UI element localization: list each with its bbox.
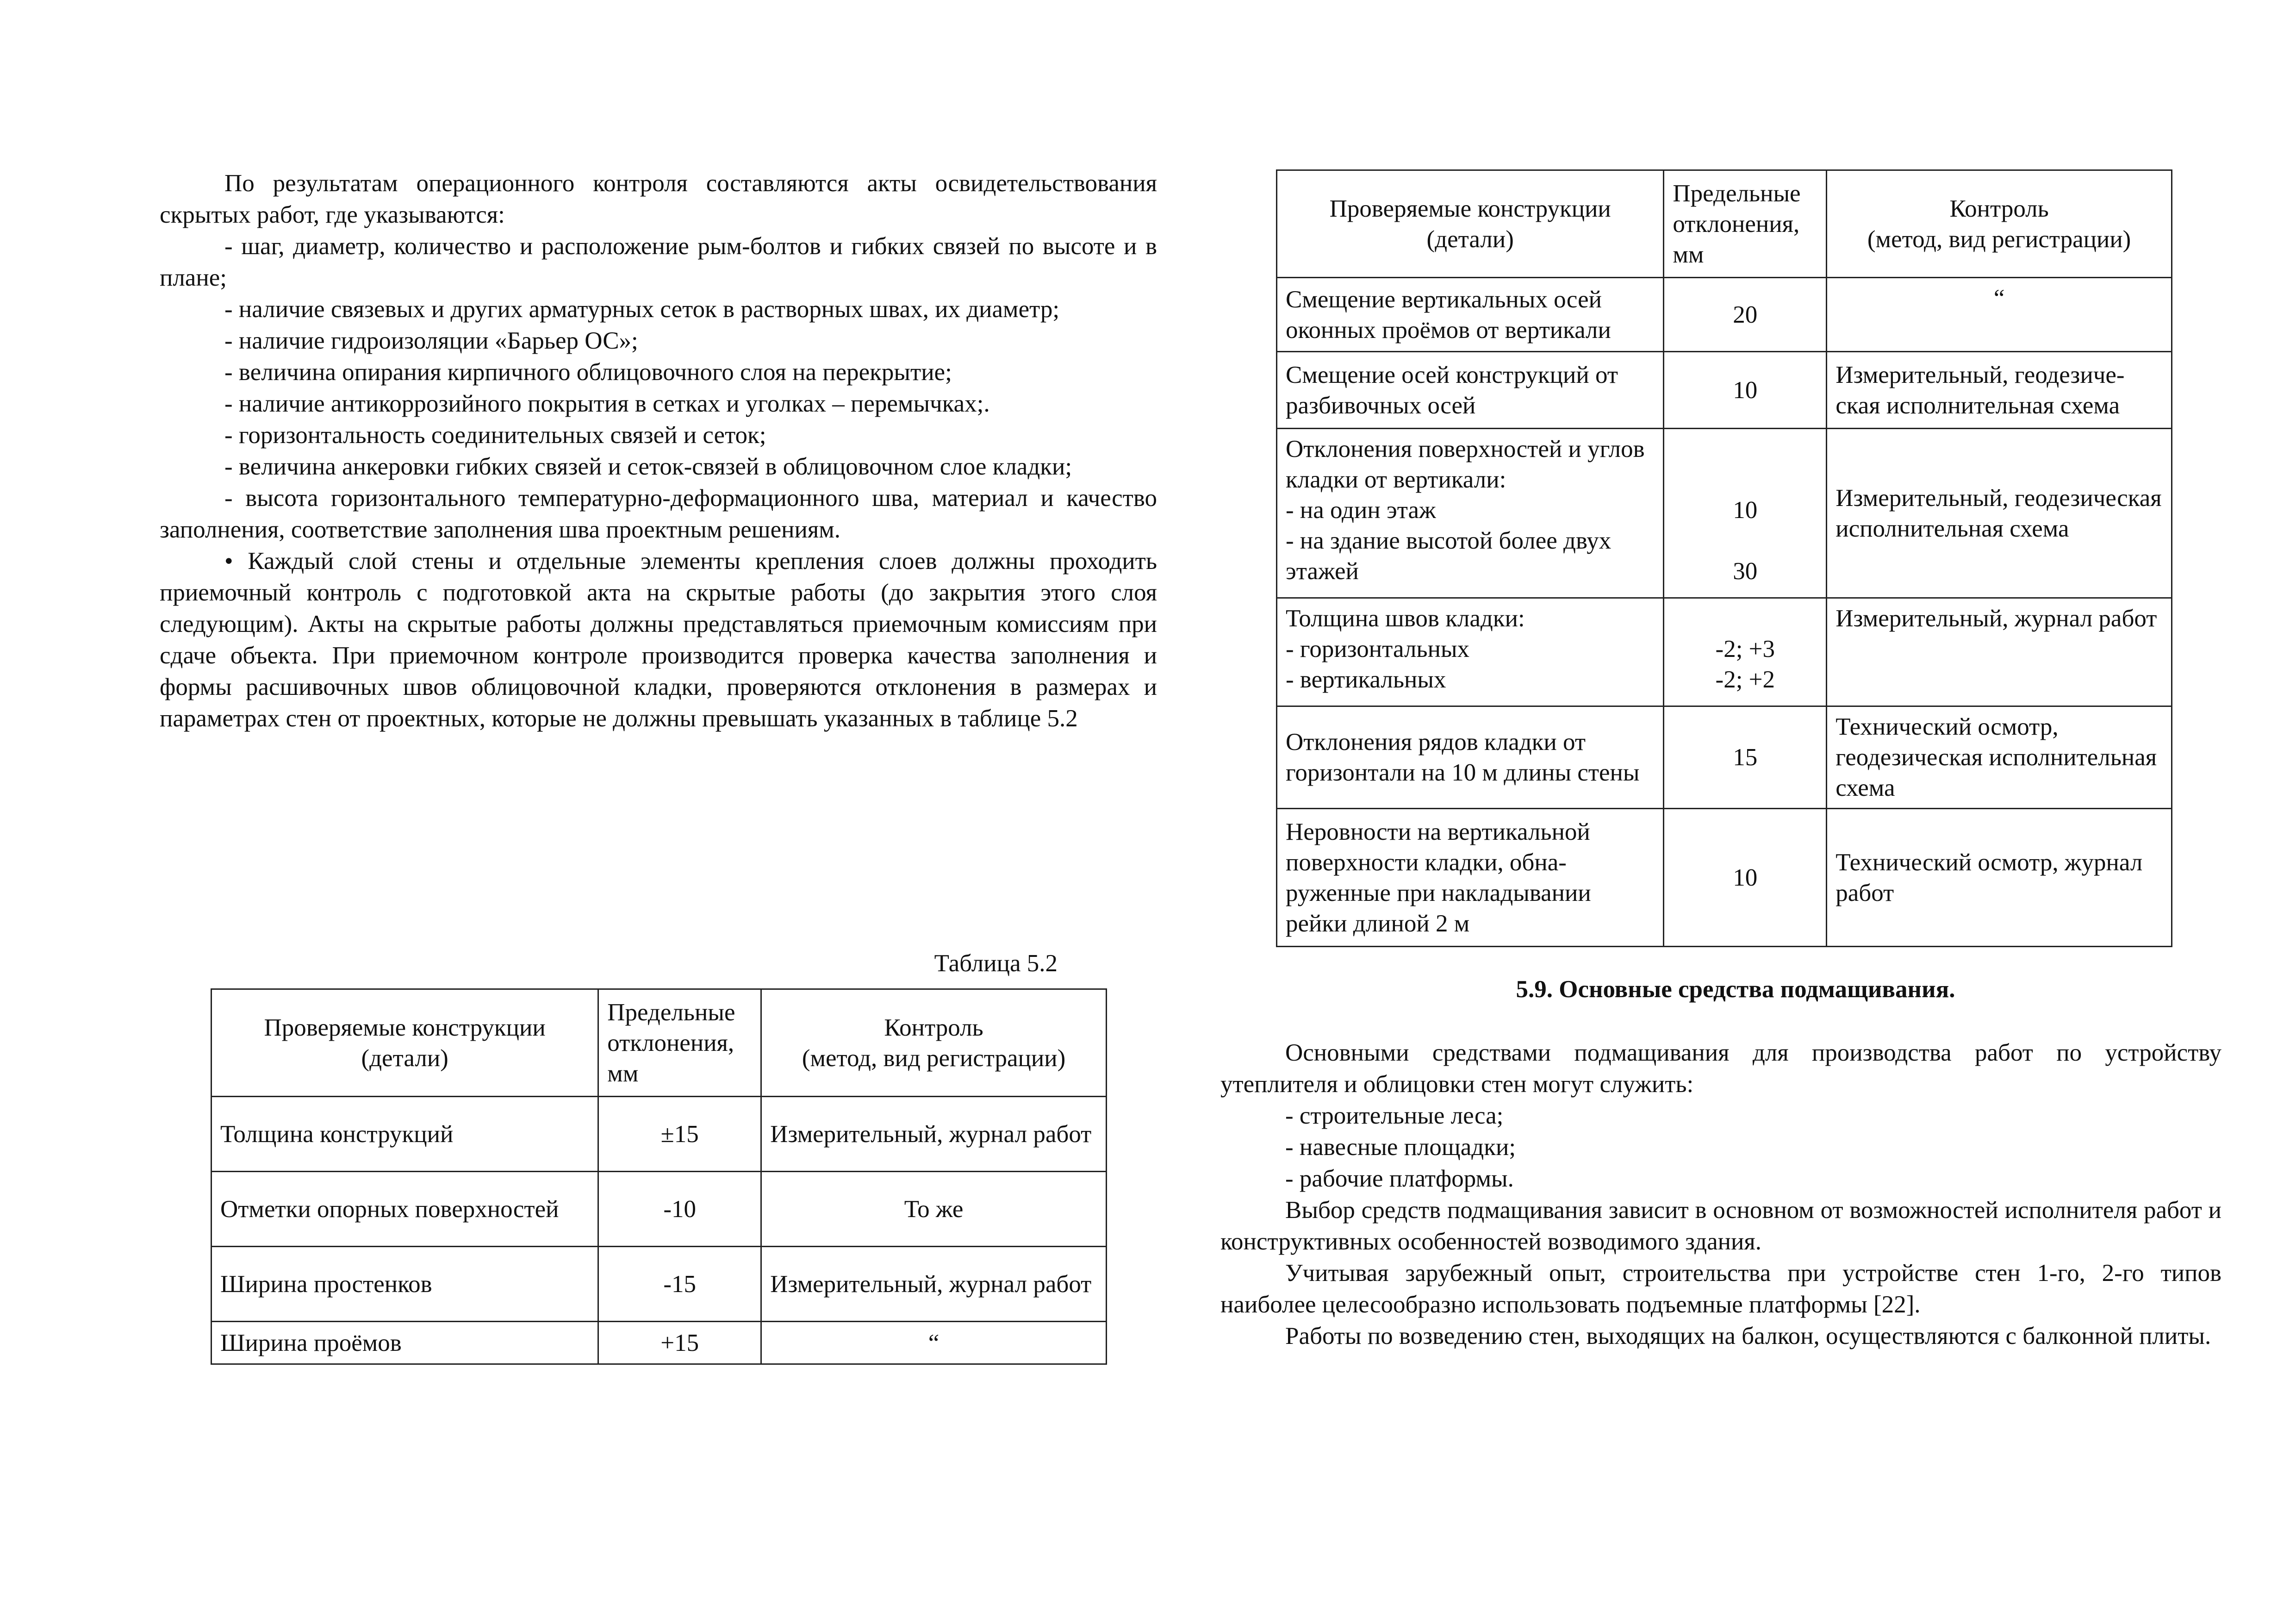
- header-deviations: Предельные отклонения, мм: [1664, 170, 1827, 278]
- header-control: [1827, 170, 2172, 278]
- table-row: [1277, 429, 2172, 598]
- row-control: Измерительный, журнал работ: [761, 1097, 1107, 1172]
- list-item: - величина анкеровки гибких связей и сеток-связей в облицовочном слое кладки;: [224, 453, 1072, 480]
- row-deviation-line: 10: [1733, 497, 1758, 524]
- row-structure: Неровности на вертикальной поверхности кладки, обна-руженные при накладывании рейки длиной 2 м: [1277, 809, 1664, 947]
- row-control: Измерительный, журнал работ: [1827, 598, 2172, 706]
- table-row: [1277, 352, 2172, 429]
- row-structure: [1277, 429, 1664, 598]
- row-structure-line: Отклонения поверхностей и углов кладки от вертикали:: [1286, 436, 1645, 493]
- section-paragraph: Выбор средств подмащивания зависит в основном от возможностей исполнителя работ и конструктивных особенностей возводимого здания.: [1220, 1197, 2221, 1255]
- table-header-row: [212, 989, 1107, 1097]
- right-column-text: [1220, 1037, 2221, 1352]
- table-row: [1277, 809, 2172, 947]
- row-control: Измерительный, геодезиче-ская исполнительная схема: [1827, 352, 2172, 429]
- list-item: - высота горизонтального температурно-деформационного шва, материал и качество заполнения, соответствие заполнения шва проектным решениям.: [160, 485, 1157, 543]
- row-structure: Отметки опорных поверхностей: [212, 1172, 598, 1247]
- header-structures: Проверяемые конструкции (детали): [1277, 170, 1664, 278]
- main-paragraph: • Каждый слой стены и отдельные элементы крепления слоев должны проходить приемочный контроль с подготовкой акта на скрытые работы (до закрытия этого слоя следующим). Акты на скрытые работы должны представляться приемочным комиссиям при сдаче объекта. При приемочном контроле производится проверка качества заполнения и формы расшивочных швов облицовочной кладки, проверяются отклонения в размерах и параметрах стен от проектных, которые не должны превышать указанных в таблице 5.2: [160, 548, 1157, 732]
- row-deviation-line: [1673, 464, 1817, 495]
- row-deviation: -10: [598, 1172, 761, 1247]
- table-row: [1277, 278, 2172, 352]
- header-control-method: (метод, вид регистрации): [802, 1044, 1066, 1072]
- row-deviation: +15: [598, 1322, 761, 1364]
- row-structure: Смещение вертикальных осей оконных проёмов от вертикали: [1277, 278, 1664, 352]
- row-deviation-line: 30: [1733, 558, 1758, 585]
- table-row: [212, 1322, 1107, 1364]
- table-caption: Таблица 5.2: [934, 950, 1058, 977]
- row-deviation: 20: [1664, 278, 1827, 352]
- row-structure-line: Толщина швов кладки:: [1286, 605, 1525, 632]
- table-row: [212, 1247, 1107, 1322]
- list-item: - навесные площадки;: [1285, 1134, 1516, 1161]
- row-deviation: -15: [598, 1247, 761, 1322]
- row-deviation: [1664, 429, 1827, 598]
- row-control: Измерительный, геодезическая исполнительная схема: [1827, 429, 2172, 598]
- list-item: - шаг, диаметр, количество и расположение рым-болтов и гибких связей по высоте и в плане;: [160, 233, 1157, 291]
- table-header-row: [1277, 170, 2172, 278]
- section-paragraph: Учитывая зарубежный опыт, строительства при устройстве стен 1-го, 2-го типов наиболее целесообразно использовать подъемные платформы [22].: [1220, 1260, 2221, 1318]
- row-control: “: [761, 1322, 1107, 1364]
- row-structure-line: - на здание высотой более двух этажей: [1286, 527, 1612, 585]
- deviation-table-right: [1276, 169, 2172, 947]
- list-item: - наличие связевых и других арматурных сеток в растворных швах, их диаметр;: [224, 296, 1060, 323]
- row-control: Технический осмотр, геодезическая исполнительная схема: [1827, 706, 2172, 809]
- row-structure: Толщина конструкций: [212, 1097, 598, 1172]
- row-deviation-line: [1673, 434, 1817, 464]
- row-control: Измерительный, журнал работ: [761, 1247, 1107, 1322]
- row-control: Технический осмотр, журнал работ: [1827, 809, 2172, 947]
- deviation-table-left: [211, 988, 1107, 1365]
- row-control: То же: [761, 1172, 1107, 1247]
- list-item: - величина опирания кирпичного облицовочного слоя на перекрытие;: [224, 359, 952, 386]
- header-control-title: Контроль: [1949, 195, 2049, 222]
- table-row: [1277, 706, 2172, 809]
- table-row: [1277, 598, 2172, 706]
- list-item: - рабочие платформы.: [1285, 1165, 1514, 1192]
- list-item: - строительные леса;: [1285, 1102, 1504, 1129]
- row-structure: Смещение осей конструкций от разбивочных осей: [1277, 352, 1664, 429]
- row-deviation: 10: [1664, 352, 1827, 429]
- row-structure: [1277, 598, 1664, 706]
- row-deviation-line: -2; +2: [1715, 666, 1775, 693]
- row-structure: Ширина проёмов: [212, 1322, 598, 1364]
- table-row: [212, 1097, 1107, 1172]
- section-paragraph: Работы по возведению стен, выходящих на балкон, осуществляются с балконной плиты.: [1285, 1323, 2211, 1349]
- left-column-text: [160, 168, 1157, 734]
- row-structure-line: - на один этаж: [1286, 497, 1436, 524]
- row-structure-line: - вертикальных: [1286, 666, 1446, 693]
- row-structure-line: - горизонтальных: [1286, 636, 1470, 662]
- section-intro: Основными средствами подмащивания для производства работ по устройству утеплителя и облицовки стен могут служить:: [1220, 1039, 2221, 1098]
- list-item: - наличие антикоррозийного покрытия в сетках и уголках – перемычках;.: [224, 390, 990, 417]
- row-structure: Ширина простенков: [212, 1247, 598, 1322]
- row-deviation: ±15: [598, 1097, 761, 1172]
- row-deviation-line: [1673, 603, 1817, 634]
- header-structures: Проверяемые конструкции (детали): [212, 989, 598, 1097]
- row-deviation: 15: [1664, 706, 1827, 809]
- row-deviation: [1664, 598, 1827, 706]
- row-deviation-line: -2; +3: [1715, 636, 1775, 662]
- table-row: [212, 1172, 1107, 1247]
- header-control-title: Контроль: [884, 1014, 983, 1041]
- intro-paragraph: По результатам операционного контроля составляются акты освидетельствования скрытых работ, где указываются:: [160, 170, 1157, 228]
- header-deviations: Предельные отклонения, мм: [598, 989, 761, 1097]
- row-deviation-line: [1673, 525, 1817, 556]
- header-control: [761, 989, 1107, 1097]
- row-structure: Отклонения рядов кладки от горизонтали на 10 м длины стены: [1277, 706, 1664, 809]
- row-control: “: [1827, 278, 2172, 352]
- list-item: - наличие гидроизоляции «Барьер ОС»;: [224, 327, 638, 354]
- header-control-method: (метод, вид регистрации): [1867, 225, 2131, 253]
- list-item: - горизонтальность соединительных связей и сеток;: [224, 422, 766, 449]
- section-heading: 5.9. Основные средства подмащивания.: [1516, 976, 1955, 1003]
- row-deviation: 10: [1664, 809, 1827, 947]
